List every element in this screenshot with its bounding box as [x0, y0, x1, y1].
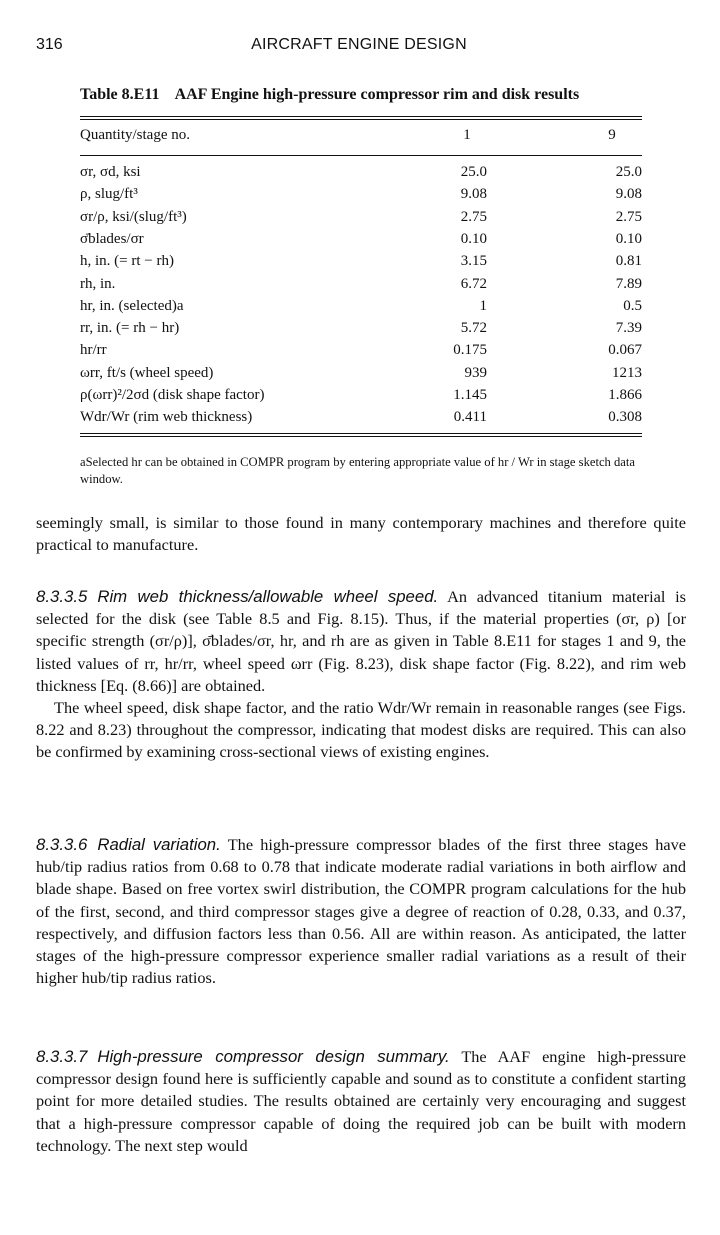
table-row [80, 164, 642, 186]
stage-9-cell: 2.75 [615, 208, 642, 225]
table-bottom-rule [80, 433, 642, 434]
stage-9-cell: 7.39 [615, 320, 642, 337]
quantity-cell: ωrr, ft/s (wheel speed) [80, 364, 214, 381]
stage-9-cell: 7.89 [615, 275, 642, 292]
section-heading [36, 587, 438, 606]
quantity-cell: ρ(ωrr)²/2σd (disk shape factor) [80, 387, 265, 403]
section-8-3-3-7-para-1 [36, 1046, 686, 1157]
stage-9-cell: 0.81 [615, 253, 642, 270]
section-number: 8.3.3.5 [36, 587, 88, 606]
table-top-rule [80, 116, 642, 117]
table-row [80, 387, 642, 409]
table-header-rule [80, 155, 642, 156]
stage-1-cell: 25.0 [460, 164, 487, 180]
quantity-cell: ρ, slug/ft³ [80, 186, 138, 203]
carry-over-paragraph [36, 512, 686, 556]
table-footnote: aSelected hr can be obtained in COMPR program by entering appropriate value of hr / Wr in stage sketch data window. [80, 455, 635, 486]
stage-1-cell: 0.10 [460, 230, 487, 247]
table-row [80, 253, 642, 275]
quantity-cell: hr/rr [80, 342, 107, 359]
table-top-rule-inner [80, 119, 642, 120]
section-8-3-3-6-para-1 [36, 834, 686, 989]
table-number: Table 8.E11 [80, 86, 160, 103]
stage-1-cell: 9.08 [460, 186, 487, 203]
stage-1-cell: 0.411 [453, 409, 487, 426]
table-row [80, 276, 642, 298]
quantity-cell: rh, in. [80, 275, 116, 292]
section-title: Radial variation. [97, 835, 221, 854]
table-row [80, 365, 642, 387]
section-heading [36, 1047, 450, 1066]
column-header-stage-9: 9 [608, 127, 616, 143]
table-title: AAF Engine high-pressure compressor rim and disk results [174, 86, 580, 103]
stage-9-cell: 0.5 [623, 297, 642, 314]
paragraph-text: An advanced titanium material is selected for the disk (see Table 8.5 and Fig. 8.15). Thus, if the material properties (σr, ρ) [or specific strength (σr/ρ)], σ̄blades/σr, hr, and rh are as given in Table 8.E11 for stages 1 and 9, the listed values of rr, hr/rr, wheel speed ωrr (Fig. 8.23), disk shape factor (Fig. 8.22), and rim web thickness [Eq. (8.66)] are obtained. [36, 587, 687, 695]
stage-1-cell: 939 [464, 364, 487, 381]
section-heading [36, 835, 221, 854]
quantity-cell: Wdr/Wr (rim web thickness) [80, 409, 253, 426]
table-row [80, 298, 642, 320]
section-title: High-pressure compressor design summary. [97, 1047, 450, 1066]
section-8-3-3-5-para-2: The wheel speed, disk shape factor, and the ratio Wdr/Wr remain in reasonable ranges (see Figs. 8.22 and 8.23) throughout the compressor, indicating that modest disks are required. This can also be confirmed by examining cross-sectional views of existing engines. [36, 698, 686, 762]
quantity-cell: σr, σd, ksi [80, 164, 141, 180]
section-8-3-3-6 [36, 834, 686, 989]
table-header-row [80, 127, 642, 149]
stage-9-cell: 25.0 [615, 164, 642, 180]
page-number: 316 [36, 36, 63, 53]
section-8-3-3-5-para-1 [36, 586, 686, 697]
table-row [80, 320, 642, 342]
table-row [80, 186, 642, 208]
table-caption [80, 86, 660, 104]
stage-9-cell: 0.10 [615, 230, 642, 247]
stage-1-cell: 1.145 [453, 387, 487, 403]
quantity-cell: σr/ρ, ksi/(slug/ft³) [80, 208, 187, 225]
stage-1-cell: 3.15 [460, 253, 487, 270]
table-row [80, 209, 642, 231]
quantity-cell: h, in. (= rt − rh) [80, 253, 174, 270]
stage-1-cell: 0.175 [453, 342, 487, 359]
quantity-cell: σ̄blades/σr [80, 230, 144, 247]
column-header-stage-1: 1 [463, 127, 471, 143]
stage-9-cell: 0.067 [608, 342, 642, 359]
stage-9-cell: 1.866 [608, 387, 642, 403]
running-title: AIRCRAFT ENGINE DESIGN [251, 36, 467, 53]
table-row [80, 409, 642, 431]
stage-1-cell: 1 [479, 297, 487, 314]
stage-1-cell: 2.75 [460, 208, 487, 225]
quantity-cell: hr, in. (selected)a [80, 297, 184, 314]
column-header-quantity: Quantity/stage no. [80, 127, 190, 143]
paragraph-text: The high-pressure compressor blades of the first three stages have hub/tip radius ratios from 0.68 to 0.78 that indicate moderate radial variations in both airflow and blade shape. Based on free vortex swirl distribution, the COMPR program calculations for the hub of the first, second, and third compressor stages give a degree of reaction of 0.28, 0.33, and 0.37, respectively, and diffusion factors less than 0.56. All are within reason. As anticipated, the latter stages of the high-pressure compressor experience smaller radial variations as a result of their higher hub/tip radius ratios. [36, 835, 686, 988]
section-number: 8.3.3.6 [36, 835, 88, 854]
section-8-3-3-5 [36, 586, 686, 764]
table-bottom-rule-inner [80, 436, 642, 437]
section-8-3-3-7 [36, 1046, 686, 1157]
running-head [36, 36, 682, 60]
stage-9-cell: 1213 [612, 364, 642, 381]
section-number: 8.3.3.7 [36, 1047, 88, 1066]
stage-9-cell: 9.08 [615, 186, 642, 203]
table-row [80, 231, 642, 253]
stage-9-cell: 0.308 [608, 409, 642, 426]
stage-1-cell: 5.72 [460, 320, 487, 337]
section-title: Rim web thickness/allowable wheel speed. [97, 587, 439, 606]
carry-over-text: seemingly small, is similar to those found in many contemporary machines and therefore quite practical to manufacture. [36, 513, 686, 555]
quantity-cell: rr, in. (= rh − hr) [80, 320, 180, 337]
table-row [80, 342, 642, 364]
stage-1-cell: 6.72 [460, 275, 487, 292]
paragraph-text: The AAF engine high-pressure compressor design found here is sufficiently capable and sound as to constitute a confident starting point for more detailed studies. The results obtained are certainly very encouraging and suggest that a high-pressure compressor capable of doing the required job can be built with modern technology. The next step would [36, 1047, 686, 1155]
